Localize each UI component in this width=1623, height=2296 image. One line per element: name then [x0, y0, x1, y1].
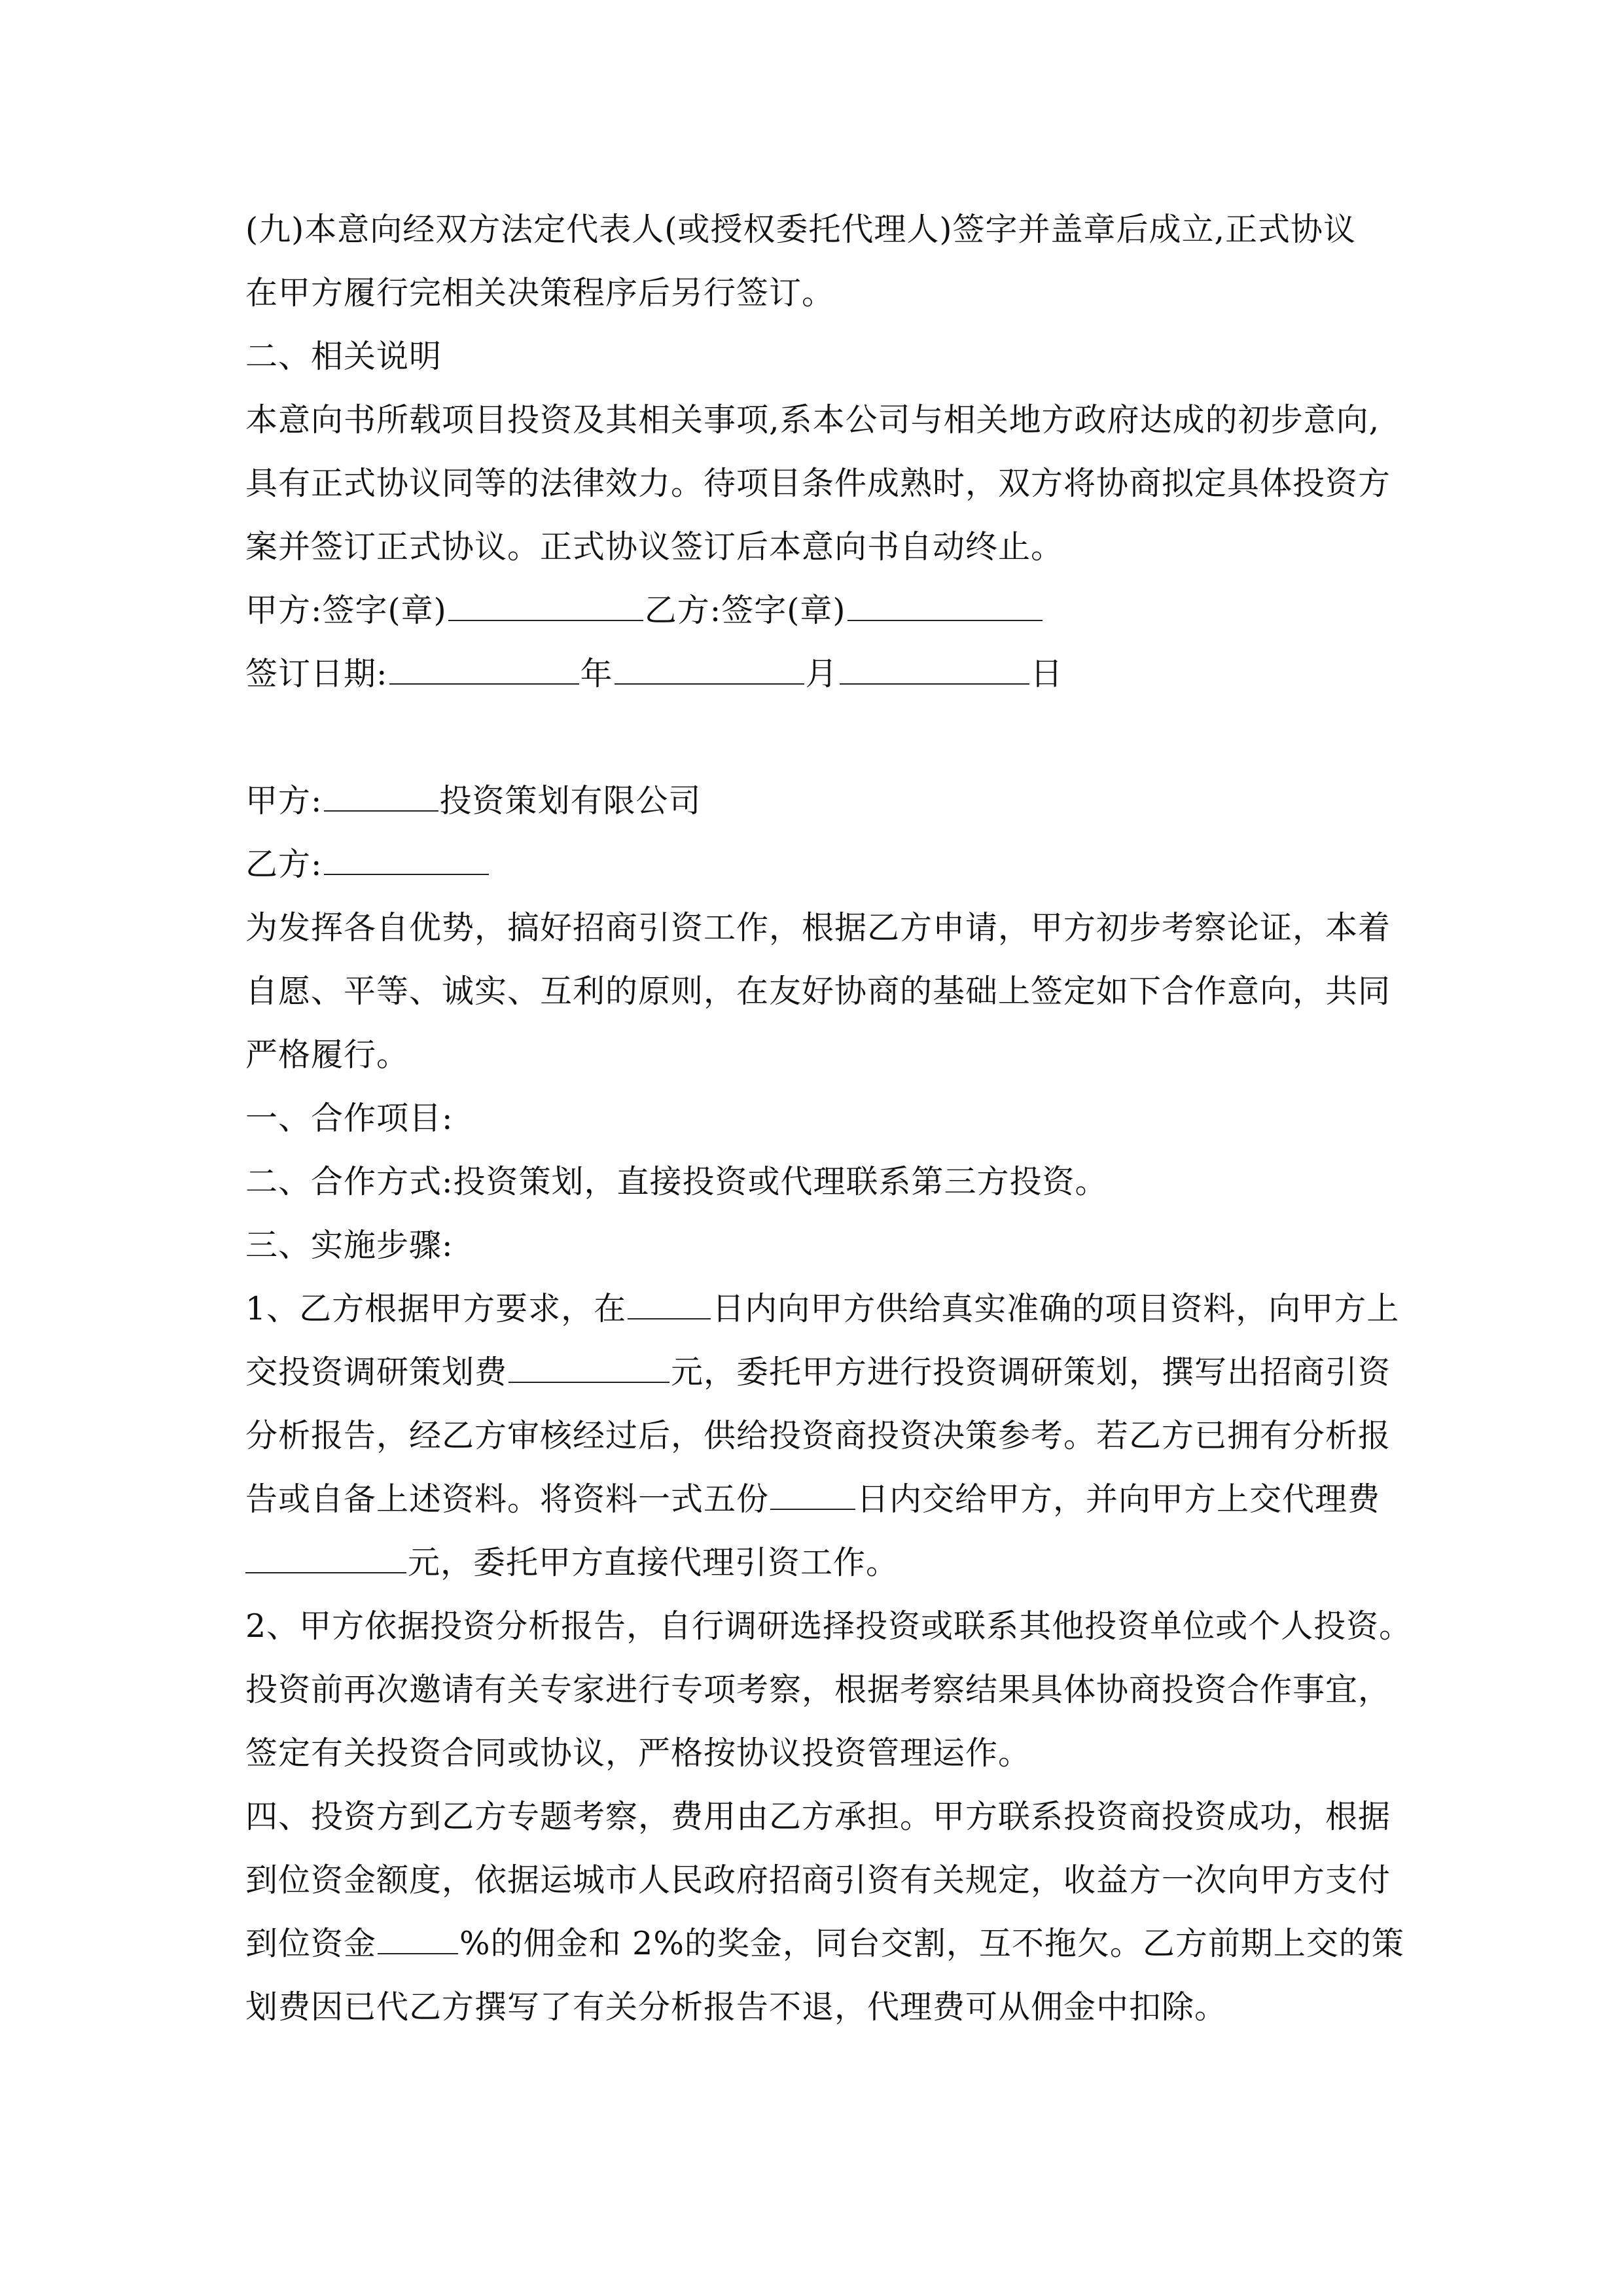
text-segment: 到位资金 [245, 1925, 377, 1962]
text-line [245, 1467, 1397, 1531]
text-line: 投资前再次邀请有关专家进行专项考察，根据考察结果具体协商投资合作事宜， [245, 1671, 1391, 1708]
text-line: 为发挥各自优势，搞好招商引资工作，根据乙方申请，甲方初步考察论证，本着 [245, 909, 1391, 946]
text-segment: 元，委托甲方直接代理引资工作。 [408, 1544, 899, 1581]
text-line [245, 1531, 1397, 1594]
text-line: (九)本意向经双方法定代表人(或授权委托代理人)签字并盖章后成立,正式协议 [245, 211, 1357, 248]
text-line [245, 1277, 1400, 1340]
text-line: 划费因已代乙方撰写了有关分析报告不退，代理费可从佣金中扣除。 [245, 1988, 1228, 2026]
year-label: 年 [580, 655, 613, 692]
commission-percent-blank[interactable] [378, 1912, 458, 1954]
spacer [245, 706, 1397, 769]
party-b-sign-label: 乙方:签字(章) [644, 592, 846, 629]
day-label: 日 [1030, 655, 1063, 692]
text-segment: 日内向甲方供给真实准确的项目资料，向甲方上 [712, 1290, 1400, 1327]
text-line: 本意向书所载项目投资及其相关事项,系本公司与相关地方政府达成的初步意向, [245, 401, 1380, 439]
party-b-label: 乙方: [245, 846, 323, 883]
text-line: 案并签订正式协议。正式协议签订后本意向书自动终止。 [245, 528, 1064, 565]
party-a-sign-blank[interactable] [448, 579, 643, 621]
party-a-line [245, 769, 1397, 833]
text-line: 分析报告，经乙方审核经过后，供给投资商投资决策参考。若乙方已拥有分析报 [245, 1417, 1391, 1454]
agency-fee-blank[interactable] [245, 1532, 406, 1573]
text-line: 2、甲方依据投资分析报告，自行调研选择投资或联系其他投资单位或个人投资。 [245, 1607, 1412, 1645]
party-a-name: 投资策划有限公司 [439, 782, 702, 819]
text-line: 自愿、平等、诚实、互利的原则，在友好协商的基础上签定如下合作意向，共同 [245, 973, 1391, 1010]
text-segment: 交投资调研策划费 [245, 1354, 508, 1391]
text-line [245, 1340, 1397, 1404]
text-line: 具有正式协议同等的法律效力。待项目条件成熟时，双方将协商拟定具体投资方 [245, 465, 1391, 502]
party-a-sign-label: 甲方:签字(章) [245, 592, 447, 629]
item-heading: 一、合作项目: [245, 1100, 454, 1137]
text-segment: 告或自备上述资料。将资料一式五份 [245, 1480, 770, 1518]
signature-line [245, 579, 1397, 642]
document-page [245, 198, 1412, 2039]
date-label: 签订日期: [245, 655, 388, 692]
year-blank[interactable] [389, 643, 579, 685]
days-blank[interactable] [628, 1278, 711, 1319]
party-b-sign-blank[interactable] [847, 579, 1043, 621]
date-line [245, 642, 1397, 706]
party-a-blank[interactable] [324, 770, 438, 812]
text-line [245, 1912, 1404, 1975]
month-blank[interactable] [615, 643, 804, 685]
planning-fee-blank[interactable] [508, 1341, 669, 1383]
day-blank[interactable] [840, 643, 1029, 685]
text-line: 四、投资方到乙方专题考察，费用由乙方承担。甲方联系投资商投资成功，根据 [245, 1798, 1391, 1835]
days-blank[interactable] [770, 1468, 855, 1510]
text-segment: 日内交给甲方，并向甲方上交代理费 [857, 1480, 1381, 1518]
party-b-blank[interactable] [324, 833, 489, 875]
item-heading: 二、合作方式:投资策划，直接投资或代理联系第三方投资。 [245, 1163, 1108, 1200]
party-b-line [245, 833, 1397, 896]
section-heading: 二、相关说明 [245, 338, 442, 375]
text-line: 在甲方履行完相关决策程序后另行签订。 [245, 274, 835, 312]
text-segment: 元，委托甲方进行投资调研策划，撰写出招商引资 [671, 1354, 1391, 1391]
text-line: 签定有关投资合同或协议，严格按协议投资管理运作。 [245, 1734, 1031, 1772]
month-label: 月 [805, 655, 838, 692]
text-segment: 1、乙方根据甲方要求，在 [245, 1290, 627, 1327]
text-segment: %的佣金和 2%的奖金，同台交割，互不拖欠。乙方前期上交的策 [459, 1925, 1404, 1962]
text-line: 到位资金额度，依据运城市人民政府招商引资有关规定，收益方一次向甲方支付 [245, 1861, 1391, 1899]
text-line: 严格履行。 [245, 1036, 410, 1073]
item-heading: 三、实施步骤: [245, 1227, 454, 1264]
party-a-label: 甲方: [245, 782, 323, 819]
